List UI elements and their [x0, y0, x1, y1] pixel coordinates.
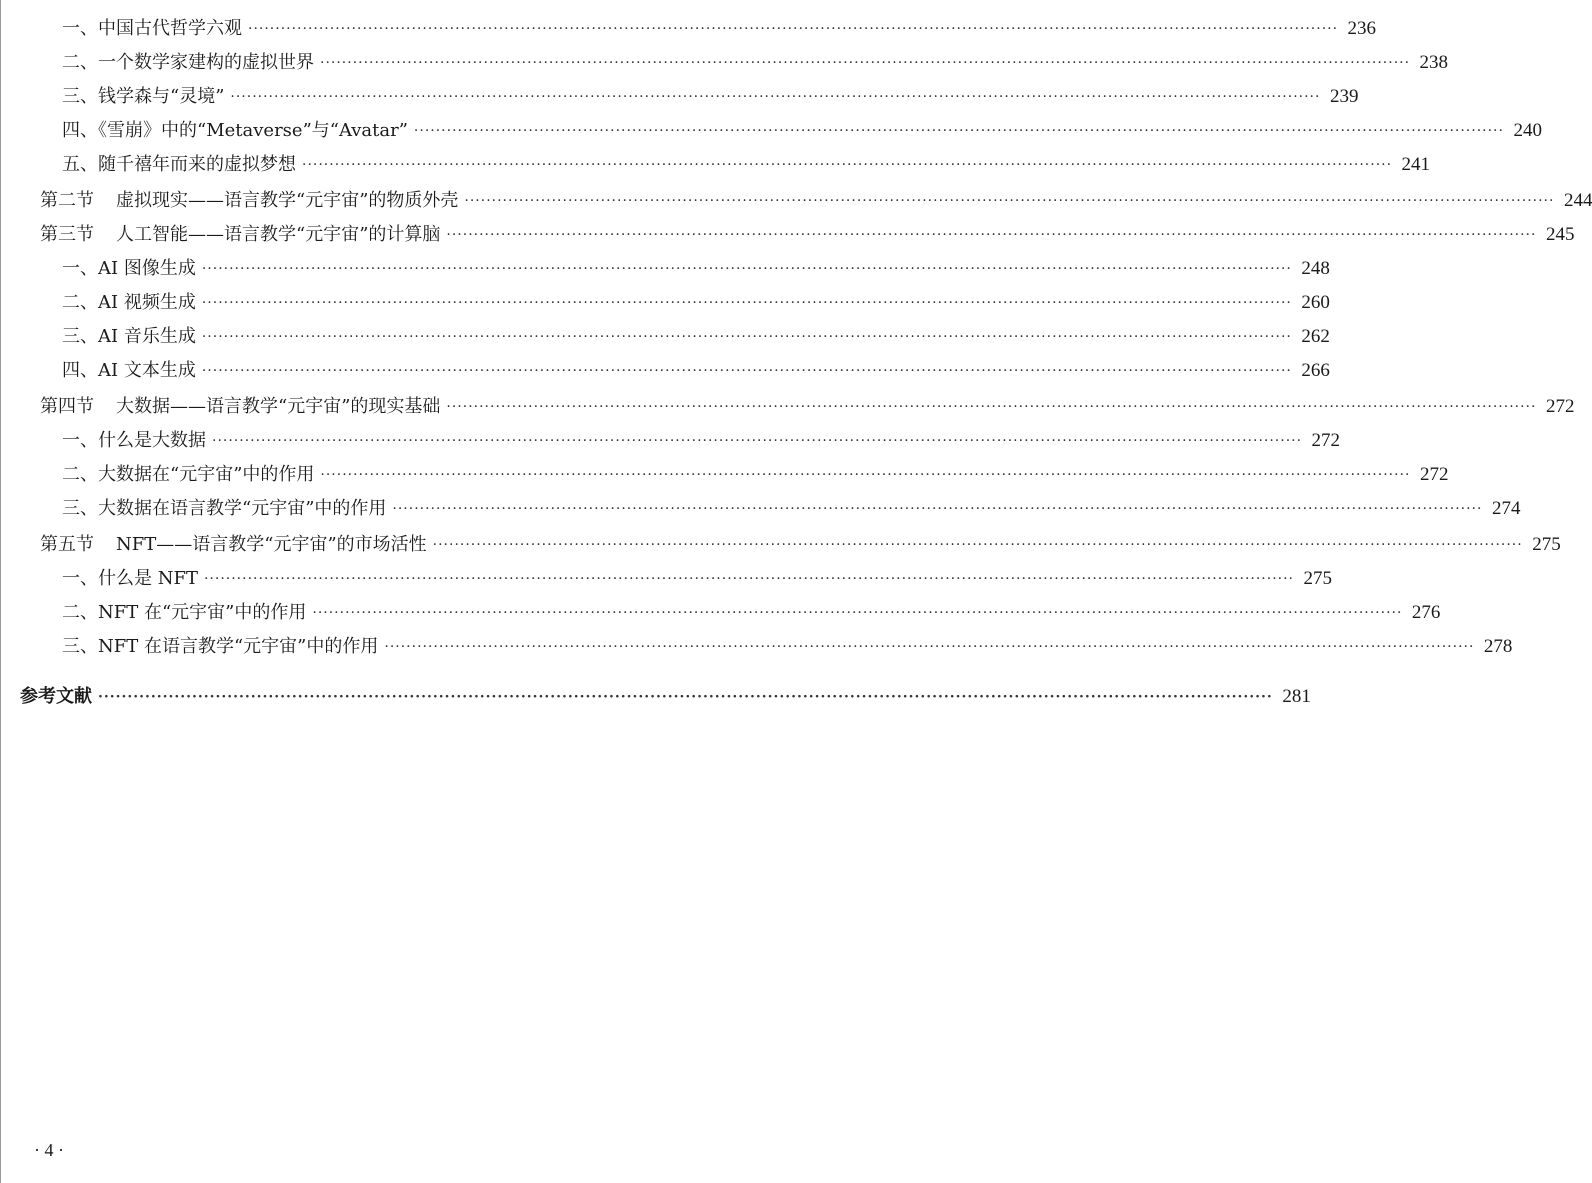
toc-entry[interactable]: [62, 426, 1341, 456]
dot-leader: ········································································································································································································: [302, 157, 1393, 173]
toc-page-number: 262: [1301, 326, 1330, 347]
toc-entry-title: [62, 494, 386, 524]
toc-entry-text: 大数据——语言教学“元宇宙”的现实基础: [116, 396, 441, 417]
toc-entry[interactable]: [62, 564, 1333, 594]
toc-section-number: 第五节: [40, 534, 94, 555]
toc-entry-text: 二、AI 视频生成: [62, 292, 196, 313]
dot-leader: ········································································································································································································: [201, 329, 1292, 345]
toc-entry[interactable]: [62, 254, 1330, 284]
toc-entry-text: 参考文献: [20, 686, 92, 707]
dot-leader: ········································································································································································································: [230, 89, 1321, 105]
toc-entry[interactable]: [62, 48, 1449, 78]
toc-entry[interactable]: [62, 82, 1359, 112]
dot-leader: ········································································································································································································: [446, 227, 1537, 243]
dot-leader: ········································································································································································································: [201, 295, 1292, 311]
toc-entry[interactable]: [62, 632, 1513, 662]
toc-section-number: 第三节: [40, 224, 94, 245]
toc-page-number: 272: [1419, 464, 1449, 485]
toc-entry-title: [62, 288, 196, 318]
dot-leader: ········································································································································································································: [446, 399, 1537, 415]
toc-entry[interactable]: [62, 288, 1330, 318]
toc-entry-text: 三、AI 音乐生成: [62, 326, 196, 347]
toc-entry[interactable]: [40, 530, 1561, 560]
toc-entry-text: 一、什么是 NFT: [62, 568, 198, 589]
toc-entry-text: 虚拟现实——语言教学“元宇宙”的物质外壳: [116, 190, 459, 211]
dot-leader: ········································································································································································································: [201, 261, 1292, 277]
toc-section-number: 第四节: [40, 396, 94, 417]
dot-leader: ········································································································································································································: [432, 537, 1523, 553]
toc-entry-title: [40, 186, 458, 216]
toc-entry-text: 三、NFT 在语言教学“元宇宙”中的作用: [62, 636, 379, 657]
toc-page-number: 281: [1282, 686, 1311, 707]
dot-leader: ········································································································································································································: [320, 55, 1411, 71]
toc-entry-text: 一、什么是大数据: [62, 430, 206, 451]
toc-entry[interactable]: [62, 150, 1431, 180]
toc-entry-title: [62, 632, 378, 662]
toc-entry[interactable]: [62, 322, 1330, 352]
toc-entry-title: [62, 356, 196, 386]
toc-page-number: 236: [1347, 18, 1377, 39]
toc-entry-text: 四、AI 文本生成: [62, 360, 196, 381]
toc-entry-title: [40, 220, 440, 250]
toc-page-number: 240: [1513, 120, 1542, 141]
toc-entry[interactable]: [62, 598, 1441, 628]
toc-page-number: 241: [1401, 154, 1431, 175]
toc-page-number: 245: [1545, 224, 1575, 245]
toc-page-number: 274: [1491, 498, 1521, 519]
toc-entry-title: [62, 564, 198, 594]
toc-page-number: 276: [1411, 602, 1441, 623]
toc-entry-title: [62, 116, 408, 146]
toc-entry[interactable]: [62, 14, 1377, 44]
toc-entry-text: 一、中国古代哲学六观: [62, 18, 242, 39]
toc-page-number: 275: [1303, 568, 1333, 589]
dot-leader: ········································································································································································································: [248, 21, 1339, 37]
dot-leader: ········································································································································································································: [464, 193, 1555, 209]
toc-page-number: 248: [1301, 258, 1330, 279]
toc-page-number: 272: [1545, 396, 1575, 417]
toc-entry[interactable]: [40, 220, 1575, 250]
toc-entry-text: NFT——语言教学“元宇宙”的市场活性: [116, 534, 427, 555]
dot-leader: ········································································································································································································: [98, 689, 1273, 705]
toc-entry-title: [40, 530, 427, 560]
toc-entry-title: [40, 392, 440, 422]
toc-entry-title: [62, 48, 314, 78]
dot-leader: ········································································································································································································: [312, 605, 1403, 621]
dot-leader: ········································································································································································································: [203, 571, 1295, 587]
dot-leader: ········································································································································································································: [212, 433, 1303, 449]
toc-page-number: 272: [1311, 430, 1341, 451]
toc-entry[interactable]: [20, 682, 1311, 712]
page-number: · 4 ·: [34, 1140, 64, 1160]
toc-page-number: 238: [1419, 52, 1449, 73]
dot-leader: ········································································································································································································: [413, 123, 1504, 139]
toc-entry-text: 五、随千禧年而来的虚拟梦想: [62, 154, 296, 175]
toc-entry-title: [62, 14, 242, 44]
toc-entry-title: [62, 254, 196, 284]
toc-page-number: 278: [1483, 636, 1513, 657]
dot-leader: ········································································································································································································: [392, 501, 1483, 517]
dot-leader: ········································································································································································································: [201, 363, 1292, 379]
toc-entry-title: [62, 150, 296, 180]
toc-entry[interactable]: [62, 116, 1542, 146]
toc-entry-title: [62, 322, 196, 352]
toc-entry-title: [62, 82, 224, 112]
toc-entry-title: [20, 682, 92, 712]
toc-entry-text: 二、NFT 在“元宇宙”中的作用: [62, 602, 307, 623]
toc-entry-text: 三、大数据在语言教学“元宇宙”中的作用: [62, 498, 387, 519]
toc-page-number: 275: [1532, 534, 1561, 555]
toc-page-number: 260: [1301, 292, 1330, 313]
toc-entry-text: 二、大数据在“元宇宙”中的作用: [62, 464, 315, 485]
toc-entry-title: [62, 426, 206, 456]
toc-page-number: 239: [1329, 86, 1359, 107]
toc-page-number: 244: [1563, 190, 1592, 211]
toc-entry[interactable]: [62, 460, 1449, 490]
toc-section-number: 第二节: [40, 190, 94, 211]
page-left-border: [0, 0, 1, 1183]
dot-leader: ········································································································································································································: [384, 639, 1475, 655]
toc-page-number: 266: [1301, 360, 1330, 381]
toc-entry-text: 三、钱学森与“灵境”: [62, 86, 225, 107]
toc-entry-text: 一、AI 图像生成: [62, 258, 196, 279]
toc-entry-text: 人工智能——语言教学“元宇宙”的计算脑: [116, 224, 441, 245]
dot-leader: ········································································································································································································: [320, 467, 1411, 483]
toc-entry-text: 四、《雪崩》中的“Metaverse”与“Avatar”: [62, 120, 408, 141]
toc-entry-text: 二、一个数学家建构的虚拟世界: [62, 52, 314, 73]
toc-entry-title: [62, 598, 306, 628]
toc-entry[interactable]: [40, 392, 1575, 422]
toc-entry[interactable]: [62, 494, 1521, 524]
toc-entry[interactable]: [40, 186, 1592, 216]
toc-entry-title: [62, 460, 314, 490]
toc-entry[interactable]: [62, 356, 1330, 386]
